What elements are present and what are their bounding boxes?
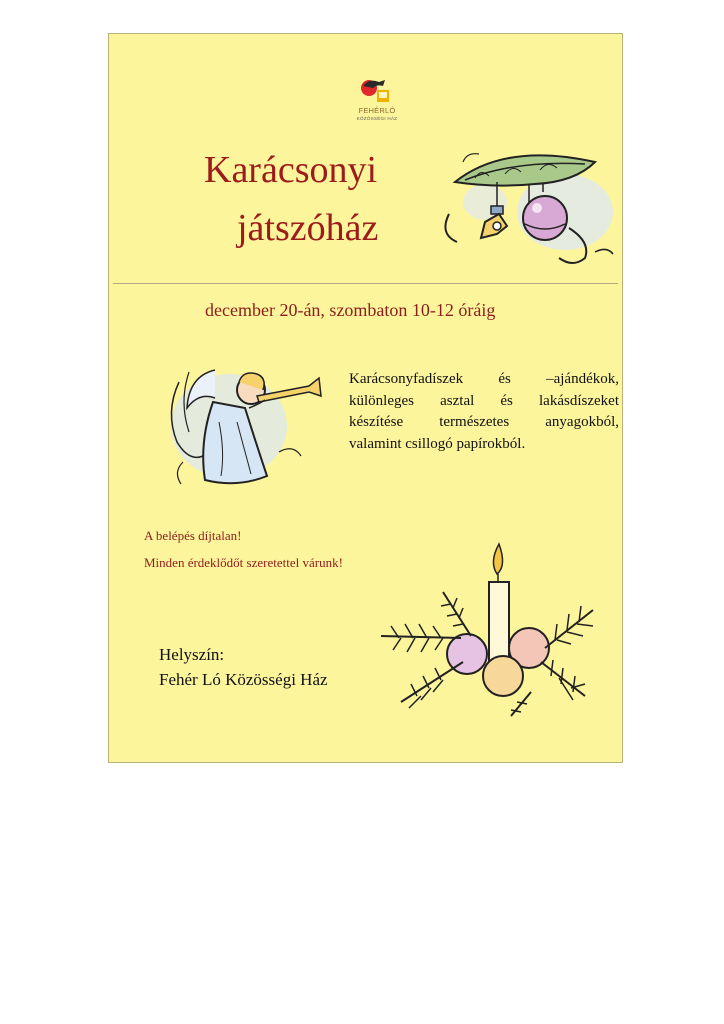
title-line-1: Karácsonyi bbox=[204, 149, 378, 191]
logo-name: FEHÉRLÓ bbox=[358, 106, 396, 115]
free-entry-note: A belépés díjtalan! bbox=[144, 528, 242, 543]
description-line-3: készítése természetes anyagokból, bbox=[349, 414, 619, 430]
description-line-1: Karácsonyfadíszek és –ajándékok, bbox=[349, 371, 619, 387]
horse-logo-icon bbox=[349, 76, 405, 108]
venue-name: Fehér Ló Közösségi Ház bbox=[159, 670, 328, 689]
welcome-note: Minden érdeklődőt szeretettel várunk! bbox=[144, 555, 343, 570]
event-description bbox=[349, 369, 619, 455]
event-date: december 20-án, szombaton 10-12 óráig bbox=[205, 300, 496, 320]
advent-candle-icon bbox=[371, 526, 601, 726]
poster bbox=[108, 33, 623, 763]
title-line-2: játszóház bbox=[237, 207, 379, 249]
ornament-branch-icon bbox=[445, 142, 617, 272]
description-line-2: különleges asztal és lakásdíszeket bbox=[349, 392, 619, 409]
logo bbox=[349, 76, 405, 128]
description-line-4: valamint csillogó papírokból. bbox=[349, 435, 526, 452]
venue-label: Helyszín: bbox=[159, 645, 225, 664]
logo-subtitle: KÖZÖSSÉGI HÁZ bbox=[356, 116, 398, 121]
divider bbox=[113, 283, 618, 284]
angel-trumpet-icon bbox=[159, 352, 329, 492]
